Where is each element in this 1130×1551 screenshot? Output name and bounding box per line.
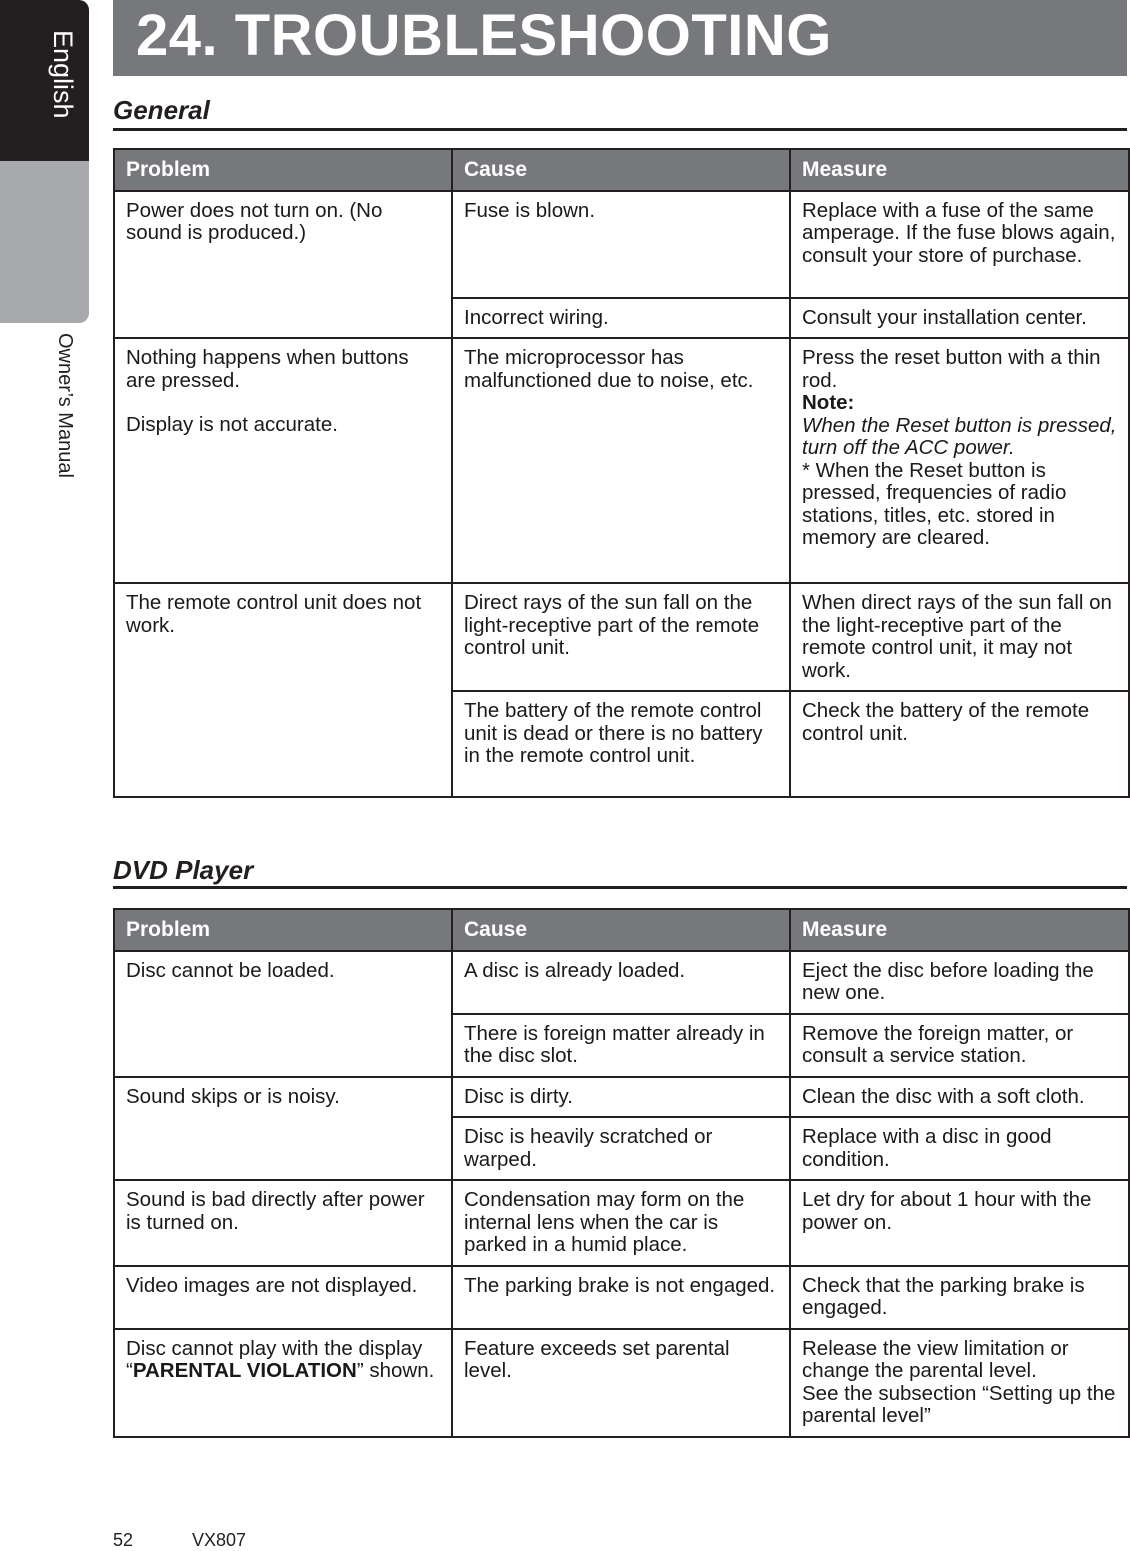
problem-text: Display is not accurate. [126,413,338,436]
manual-tab [0,161,89,478]
spacer [126,392,441,414]
cause-cell: Direct rays of the sun fall on the light-receptive part of the remote control unit. [452,583,790,691]
manual-label: Owner’s Manual [54,333,76,478]
cause-cell: A disc is already loaded. [452,951,790,1014]
header-measure: Measure [790,149,1129,191]
table-header-row [114,909,1129,951]
table-row [114,1077,1129,1118]
table-row [114,338,1129,583]
dvd-table [113,908,1130,1438]
general-table [113,148,1130,798]
header-cause: Cause [452,909,790,951]
measure-cell: Check the battery of the remote control unit. [790,691,1129,797]
measure-cell: Eject the disc before loading the new one. [790,951,1129,1014]
header-measure: Measure [790,909,1129,951]
cause-cell: The battery of the remote control unit is dead or there is no battery in the remote control unit. [452,691,790,797]
problem-cell [114,1329,452,1437]
problem-cell: Disc cannot be loaded. [114,951,452,1077]
problem-cell: Power does not turn on. (No sound is produced.) [114,191,452,339]
cause-cell: There is foreign matter already in the disc slot. [452,1014,790,1077]
measure-text: Release the view limitation or change the parental level. [802,1336,1069,1382]
measure-cell: Let dry for about 1 hour with the power on. [790,1180,1129,1266]
cause-cell: Disc is heavily scratched or warped. [452,1117,790,1180]
table-row [114,583,1129,691]
note-extra: * When the Reset button is pressed, frequencies of radio stations, titles, etc. stored in memory are cleared. [802,458,1067,549]
problem-cell [114,338,452,583]
table-header-row [114,149,1129,191]
measure-cell [790,1329,1129,1437]
header-cause: Cause [452,149,790,191]
general-section-rule [113,128,1127,131]
note-label: Note: [802,391,855,414]
measure-cell: Check that the parking brake is engaged. [790,1266,1129,1329]
language-tab [0,0,89,161]
header-problem: Problem [114,149,452,191]
problem-cell: Sound skips or is noisy. [114,1077,452,1181]
cause-cell: Incorrect wiring. [452,298,790,339]
note-text: When the Reset button is pressed, turn off the ACC power. [802,413,1117,459]
model-name: VX807 [192,1530,247,1550]
header-problem: Problem [114,909,452,951]
cause-cell: Disc is dirty. [452,1077,790,1118]
measure-cell: Replace with a disc in good condition. [790,1117,1129,1180]
table-row [114,1266,1129,1329]
problem-cell: Video images are not displayed. [114,1266,452,1329]
measure-cell: When direct rays of the sun fall on the light-receptive part of the remote control unit, it may not work. [790,583,1129,691]
measure-cell: Consult your installation center. [790,298,1129,339]
cause-cell: The microprocessor has malfunctioned due to noise, etc. [452,338,790,583]
parental-violation-text: PARENTAL VIOLATION [132,1359,357,1382]
measure-cell [790,338,1129,583]
title-bar [113,0,1127,76]
cause-cell: Feature exceeds set parental level. [452,1329,790,1437]
measure-cell: Clean the disc with a soft cloth. [790,1077,1129,1118]
measure-cell: Replace with a fuse of the same amperage. If the fuse blows again, consult your store of purchase. [790,191,1129,298]
problem-text: Disc cannot play with the display “ [126,1336,423,1382]
table-row [114,1329,1129,1437]
dvd-section-rule [113,886,1127,889]
language-label: English [48,30,78,119]
problem-cell: Sound is bad directly after power is turned on. [114,1180,452,1266]
measure-text: See the subsection “Setting up the parental level” [802,1381,1116,1427]
page-number: 52 [113,1530,134,1550]
cause-cell: Fuse is blown. [452,191,790,298]
general-section-title: General [113,95,210,125]
problem-text: Nothing happens when buttons are pressed. [126,346,409,392]
table-row [114,1180,1129,1266]
table-row [114,191,1129,298]
table-row [114,951,1129,1014]
problem-text: ” shown. [356,1359,435,1382]
cause-cell: Condensation may form on the internal lens when the car is parked in a humid place. [452,1180,790,1266]
cause-cell: The parking brake is not engaged. [452,1266,790,1329]
measure-cell: Remove the foreign matter, or consult a service station. [790,1014,1129,1077]
problem-cell: The remote control unit does not work. [114,583,452,797]
page-title: 24. TROUBLESHOOTING [136,3,832,68]
dvd-section-title: DVD Player [113,855,254,885]
measure-text: Press the reset button with a thin rod. [802,346,1101,392]
